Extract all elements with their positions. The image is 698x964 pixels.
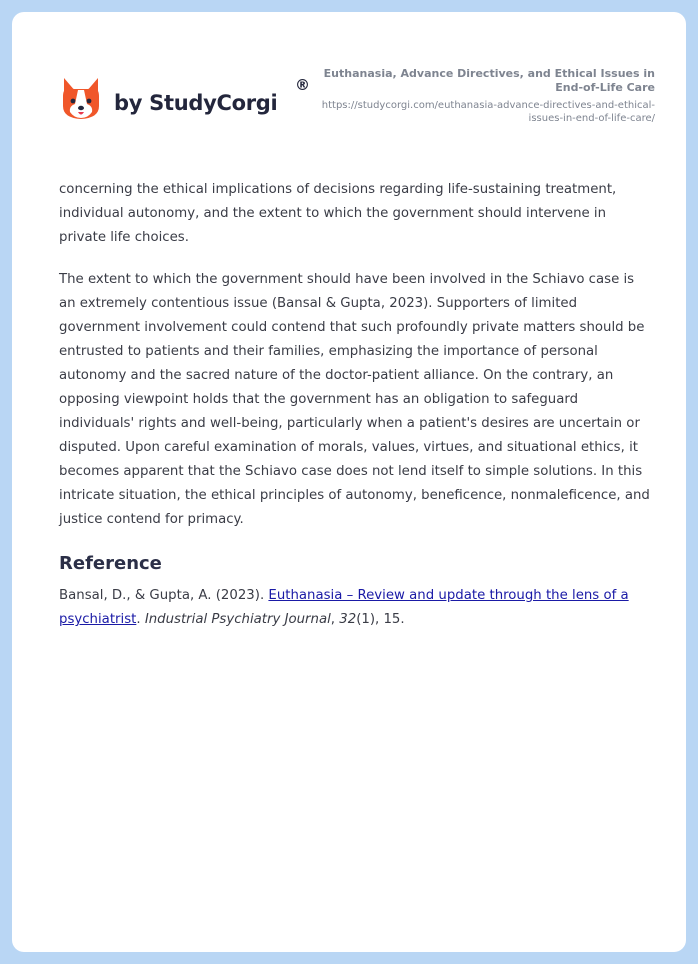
document-title: Euthanasia, Advance Directives, and Ethical Issues in End-of-Life Care — [323, 67, 655, 94]
logo-wordmark: by StudyCorgi — [114, 91, 278, 115]
reference-punctuation: . — [136, 612, 145, 627]
reference-issue-pages: (1), 15. — [356, 612, 405, 627]
body-paragraph: concerning the ethical implications of decisions regarding life-sustaining treatment, individual autonomy, and the extent to which the government should intervene in private life choices. — [59, 182, 617, 245]
reference-volume: 32 — [339, 612, 357, 627]
reference-authors: Bansal, D., & Gupta, A. (2023). — [59, 588, 269, 603]
reference-separator: , — [330, 612, 340, 627]
reference-heading: Reference — [59, 553, 162, 574]
document-meta — [315, 67, 655, 125]
registered-mark: ® — [295, 76, 310, 94]
document-page — [12, 12, 686, 952]
document-url[interactable]: https://studycorgi.com/euthanasia-advance-directives-and-ethical-issues-in-end-of-life-care/ — [321, 100, 655, 124]
reference-entry — [59, 584, 653, 632]
corgi-logo-icon — [60, 76, 102, 122]
document-body — [59, 178, 653, 650]
reference-title-link[interactable]: Euthanasia – Review and update through the lens of a psychiatrist — [59, 588, 629, 627]
body-paragraph: The extent to which the government should have been involved in the Schiavo case is an extremely contentious issue (Bansal & Gupta, 2023). Supporters of limited government involvement could contend that such profoundly private matters should be entrusted to patients and their families, emphasizing the importance of personal autonomy and the sacred nature of the doctor-patient alliance. On the contrary, an opposing viewpoint holds that the government has an obligation to safeguard individuals' rights and well-being, particularly when a patient's desires are uncertain or disputed. Upon careful examination of morals, values, virtues, and situational ethics, it becomes apparent that the Schiavo case does not lend itself to simple solutions. In this intricate situation, the ethical principles of autonomy, beneficence, nonmaleficence, and justice contend for primacy. — [59, 272, 650, 527]
reference-journal: Industrial Psychiatry Journal — [144, 612, 331, 627]
studycorgi-logo[interactable] — [60, 76, 310, 122]
